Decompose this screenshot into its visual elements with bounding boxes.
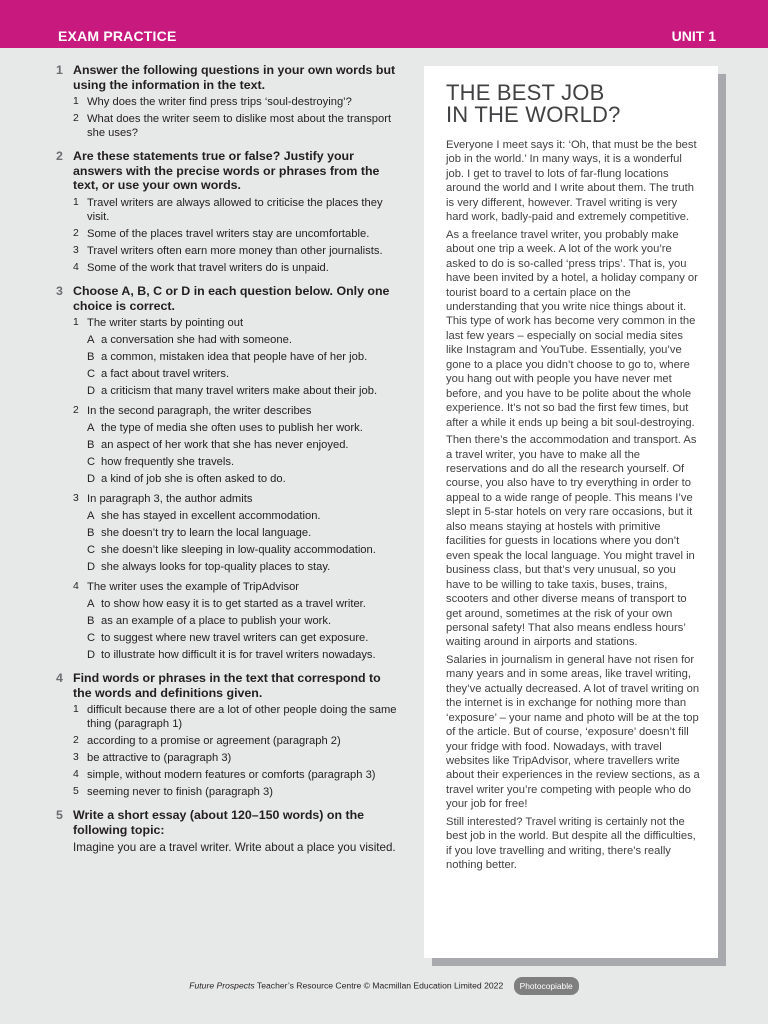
- answer-option: B she doesn’t try to learn the local language.: [87, 527, 312, 540]
- publication-title: Future Prospects: [189, 980, 255, 991]
- list-item: 4 simple, without modern features or comforts (paragraph 3): [73, 769, 376, 782]
- answer-option: D to illustrate how difficult it is for travel writers nowadays.: [87, 649, 376, 662]
- sub-question: 3 In paragraph 3, the author admits A she has stayed in excellent accommodation. B she doesn’t try to learn the local language. C she doesn’t like sleeping in low-quality accommodation. D she always looks for top-quality places to stay.: [56, 492, 402, 574]
- answer-option: A a conversation she had with someone.: [87, 334, 292, 347]
- list-item: 5 seeming never to finish (paragraph 3): [73, 786, 273, 799]
- answer-option: A she has stayed in excellent accommodation.: [87, 510, 321, 523]
- question-number: 3: [56, 283, 63, 298]
- article-paragraph: As a freelance travel writer, you probably make about one trip a week. A lot of the work you’re asked to do is so-called ‘press trips’. That is, you have been invited by a hotel, a holiday company or tourist board to a certain place on the understanding that you write nice things about it. This type of work has become very common in the last few years – especially on social media sites like Instagram and YouTube. Essentially, you’ve gone to a place you didn’t choose to go to, where you hang out with people you have never met before, and you have to be polite about the whole experience. It’s not so bad the first few times, but after a while it ends up being a bit soul-destroying.: [446, 228, 698, 429]
- question-2: [56, 149, 402, 275]
- essay-topic: Imagine you are a travel writer. Write about a place you visited.: [73, 840, 396, 854]
- answer-option: B a common, mistaken idea that people have of her job.: [87, 351, 368, 364]
- list-item: 1 Why does the writer find press trips ‘soul-destroying’?: [73, 96, 352, 109]
- answer-option: B an aspect of her work that she has never enjoyed.: [87, 439, 349, 452]
- answer-option: B as an example of a place to publish your work.: [87, 615, 332, 628]
- section-title: EXAM PRACTICE: [58, 28, 177, 44]
- question-number: 2: [56, 149, 63, 164]
- sub-question: 1 The writer starts by pointing out A a conversation she had with someone. B a common, mistaken idea that people have of her job. C a fact about travel writers. D a criticism that many travel writers make about their job.: [56, 316, 402, 398]
- answer-option: C she doesn’t like sleeping in low-quality accommodation.: [87, 544, 376, 557]
- answer-option: C a fact about travel writers.: [87, 368, 230, 381]
- question-heading: Answer the following questions in your own words but using the information in the text.: [73, 63, 396, 92]
- header-bar: [0, 0, 768, 48]
- article-title: THE BEST JOB IN THE WORLD?: [446, 80, 621, 127]
- article-paragraph: Salaries in journalism in general have not risen for many years and in some areas, like travel writing, they’ve actually decreased. A lot of travel writing on the internet is in exchange for nothing more than ‘exposure’ – your name and photo will be at the top of the article. But of course, ‘exposure’ doesn’t fill your fridge with food. Nowadays, with travel websites like TripAdvisor, where travellers write about their experiences in the review sections, as a travel writer you’re competing with people who do your job for free!: [446, 653, 700, 811]
- list-item: 1 Travel writers are always allowed to criticise the places they visit.: [73, 196, 383, 223]
- answer-option: D she always looks for top-quality places to stay.: [87, 561, 331, 574]
- list-item: 3 be attractive to (paragraph 3): [73, 752, 232, 765]
- list-item: 2 What does the writer seem to dislike most about the transport she uses?: [73, 113, 392, 140]
- question-number: 5: [56, 808, 63, 823]
- article-paragraph: Then there’s the accommodation and transport. As a travel writer, you have to make all the reservations and do all the research yourself. Of course, you also have to try everything in order to appeal to a wide range of people. This means I’ve slept in 5-star hotels on very rare occasions, but it also means staying at hostels with primitive facilities for guests in locations where you don’t even speak the local language. You might travel in business class, but that’s very unusual, so you have to be willing to take taxis, buses, trains, scooters and other diverse means of transport to get around, sometimes at the risk of your own personal safety! That also means endless hours’ waiting around in airports and stations.: [446, 434, 697, 649]
- answer-option: D a kind of job she is often asked to do.: [87, 473, 286, 486]
- answer-option: C how frequently she travels.: [87, 456, 235, 469]
- question-heading: Write a short essay (about 120–150 words) on the following topic:: [73, 808, 365, 837]
- list-item: 4 Some of the work that travel writers do is unpaid.: [73, 261, 329, 274]
- photocopiable-badge: Photocopiable: [514, 977, 579, 995]
- answer-option: A the type of media she often uses to publish her work.: [87, 422, 363, 435]
- question-number: 4: [56, 671, 63, 686]
- question-4: [56, 671, 402, 799]
- exam-questions: [56, 63, 402, 864]
- footer: [0, 977, 768, 995]
- answer-option: D a criticism that many travel writers make about their job.: [87, 385, 378, 398]
- question-number: 1: [56, 63, 63, 77]
- list-item: 2 Some of the places travel writers stay are uncomfortable.: [73, 227, 370, 240]
- answer-option: C to suggest where new travel writers can get exposure.: [87, 632, 369, 645]
- list-item: 3 Travel writers often earn more money than other journalists.: [73, 244, 383, 257]
- question-heading: Choose A, B, C or D in each question below. Only one choice is correct.: [73, 283, 390, 313]
- sub-question: 2 In the second paragraph, the writer describes A the type of media she often uses to publish her work. B an aspect of her work that she has never enjoyed. C how frequently she travels. D a kind of job she is often asked to do.: [56, 404, 402, 486]
- question-5: [56, 808, 402, 854]
- answer-option: A to show how easy it is to get started as a travel writer.: [87, 598, 366, 611]
- article-paragraph: Still interested? Travel writing is certainly not the best job in the world. But despite all the difficulties, if you love travelling and writing, there’s really nothing better.: [446, 815, 696, 872]
- article-box: [424, 66, 718, 958]
- list-item: 2 according to a promise or agreement (paragraph 2): [73, 735, 341, 748]
- list-item: 1 difficult because there are a lot of other people doing the same thing (paragraph 1): [73, 704, 397, 731]
- copyright-text: Teacher’s Resource Centre © Macmillan Education Limited 2022: [254, 980, 504, 991]
- question-heading: Are these statements true or false? Justify your answers with the precise words or phrases from the text, or use your own words.: [73, 149, 380, 193]
- question-1: [56, 63, 402, 140]
- sub-question: 4 The writer uses the example of TripAdvisor A to show how easy it is to get started as a travel writer. B as an example of a place to publish your work. C to suggest where new travel writers can get exposure. D to illustrate how difficult it is for travel writers nowadays.: [56, 580, 402, 662]
- question-heading: Find words or phrases in the text that correspond to the words and definitions given.: [73, 671, 381, 700]
- question-3: [56, 284, 402, 662]
- unit-label: UNIT 1: [671, 28, 716, 44]
- article-paragraph: Everyone I meet says it: ‘Oh, that must be the best job in the world.’ In many ways, it is a wonderful job. I get to travel to lots of far-flung locations around the world and I write about them. The truth is very different, however. Travel writing is very hard work, badly-paid and extremely competitive.: [446, 139, 697, 224]
